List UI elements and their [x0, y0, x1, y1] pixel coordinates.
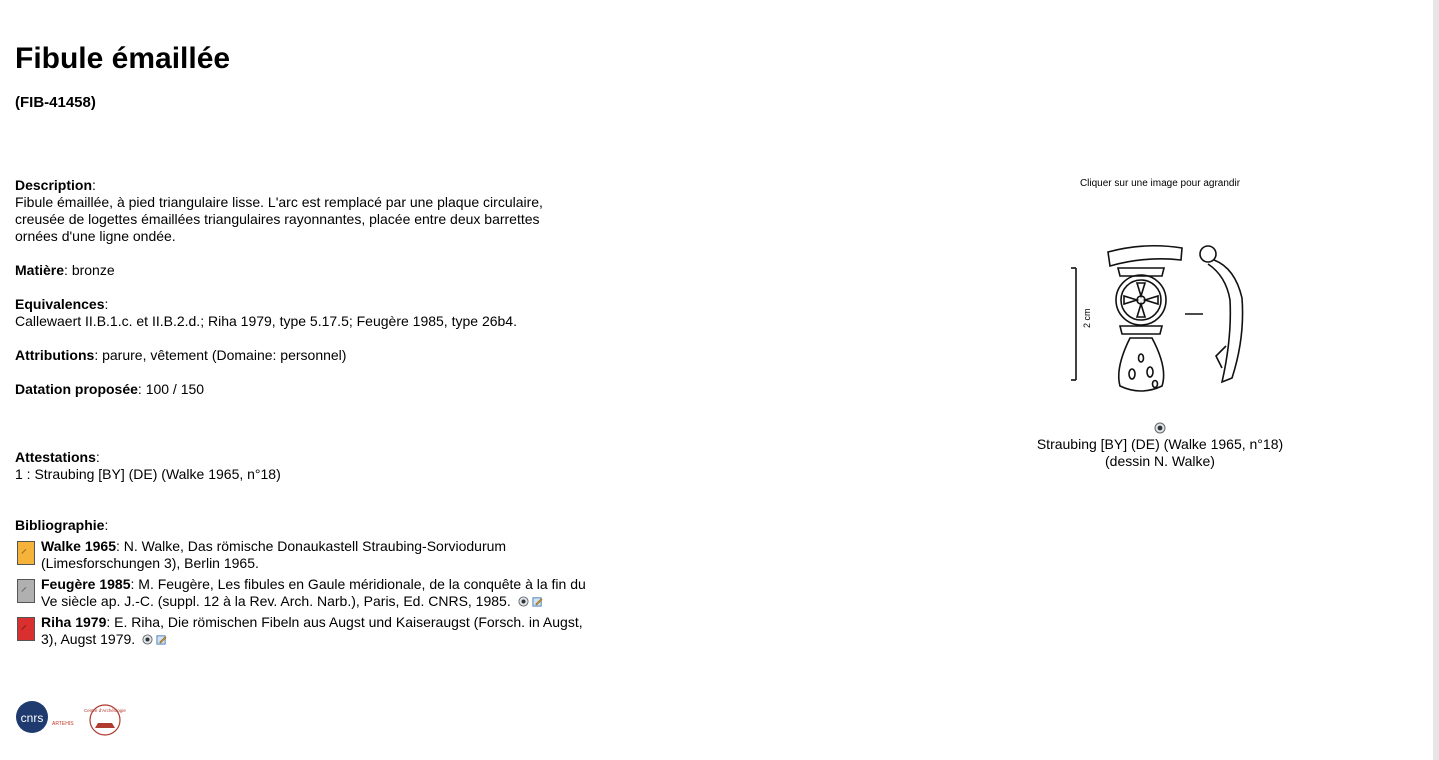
attributions-label: Attributions	[15, 347, 95, 363]
attributions-text: parure, vêtement (Domaine: personnel)	[102, 347, 347, 363]
scrollbar[interactable]	[1433, 0, 1439, 760]
object-code: (FIB-41458)	[15, 94, 96, 111]
figure-caption	[1010, 436, 1310, 470]
zoom-icon[interactable]	[1154, 422, 1166, 434]
attestations-text[interactable]: 1 : Straubing [BY] (DE) (Walke 1965, n°18)	[15, 466, 281, 482]
cnrs-logo[interactable]	[16, 701, 48, 733]
bib-entry: Walke 1965: N. Walke, Das römische Donaukastell Straubing-Sorviodurum (Limesforschungen 3), Berlin 1965.	[15, 538, 595, 572]
centre-logo-text: Centre d'Archéologie	[84, 708, 126, 713]
edit-icon[interactable]	[156, 634, 167, 645]
description-text: Fibule émaillée, à pied triangulaire lisse. L'arc est remplacé par une plaque circulaire, creusée de logettes émaillées triangulaires rayonnantes, placée entre deux barrettes ornées d'une ligne ondée.	[15, 194, 543, 244]
datation-text: 100 / 150	[145, 381, 205, 397]
centre-archeologie-logo[interactable]	[84, 705, 126, 735]
partner-logos	[15, 698, 130, 738]
bib-text: M. Feugère, Les fibules en Gaule méridionale, de la conquête à la fin du Ve siècle ap. J.-C. (suppl. 12 à la Rev. Arch. Narb.), Paris, Ed. CNRS, 1985.	[41, 576, 586, 609]
artehis-logo-text: ARTEHIS	[52, 721, 74, 727]
matiere-section: Matière: bronze	[15, 262, 115, 278]
scale-label: 2 cm	[1082, 308, 1092, 328]
book-cover-icon[interactable]	[17, 541, 35, 565]
bibliography-section: Bibliographie: Walke 1965: N. Walke, Das römische Donaukastell Straubing-Sorviodurum (Limesforschungen 3), Berlin 1965. Feugère 1985: M. Feugère, Les fibules en Gaule méridionale, de la conquête à la fin du Ve siècle ap. J.-C. (suppl. 12 à la Rev. Arch. Narb.), Paris, Ed. CNRS, 1985. Riha 1979: E. Riha, Die römischen Fibeln aus Augst und Kaiseraugst (Forsch. in Augst, 3), Augst 1979.	[15, 517, 595, 648]
datation-label: Datation proposée	[15, 381, 138, 397]
attestations-label: Attestations	[15, 449, 96, 465]
equivalences-text: Callewaert II.B.1.c. et II.B.2.d.; Riha 1979, type 5.17.5; Feugère 1985, type 26b4.	[15, 313, 517, 329]
bib-key[interactable]: Walke 1965	[41, 538, 116, 554]
edit-icon[interactable]	[532, 596, 543, 607]
bib-text: E. Riha, Die römischen Fibeln aus Augst und Kaiseraugst (Forsch. in Augst, 3), Augst 1979.	[41, 614, 583, 647]
description-label: Description	[15, 177, 93, 193]
datation-section: Datation proposée: 100 / 150	[15, 381, 205, 397]
equivalences-section: Equivalences: Callewaert II.B.1.c. et II.B.2.d.; Riha 1979, type 5.17.5; Feugère 1985, type 26b4.	[15, 296, 517, 329]
artehis-logo[interactable]	[52, 721, 74, 727]
bib-text: N. Walke, Das römische Donaukastell Straubing-Sorviodurum (Limesforschungen 3), Berlin 1965.	[41, 538, 507, 571]
view-icon[interactable]	[142, 634, 153, 645]
enlarge-hint: Cliquer sur une image pour agrandir	[1079, 178, 1241, 189]
description-section: Description: Fibule émaillée, à pied triangulaire lisse. L'arc est remplacé par une plaque circulaire, creusée de logettes émaillées triangulaires rayonnantes, placée entre deux barrettes ornées d'une ligne ondée.	[15, 177, 543, 244]
page-title: Fibule émaillée	[15, 42, 231, 75]
bib-entry: Feugère 1985: M. Feugère, Les fibules en Gaule méridionale, de la conquête à la fin du Ve siècle ap. J.-C. (suppl. 12 à la Rev. Arch. Narb.), Paris, Ed. CNRS, 1985.	[15, 576, 595, 610]
matiere-label: Matière	[15, 262, 65, 278]
attributions-section: Attributions: parure, vêtement (Domaine: personnel)	[15, 347, 347, 363]
attestations-section: Attestations: 1 : Straubing [BY] (DE) (Walke 1965, n°18)	[15, 449, 281, 482]
cnrs-logo-text: cnrs	[20, 711, 44, 725]
bib-key[interactable]: Riha 1979	[41, 614, 107, 630]
bib-entry: Riha 1979: E. Riha, Die römischen Fibeln aus Augst und Kaiseraugst (Forsch. in Augst, 3), Augst 1979.	[15, 614, 595, 648]
fibula-drawing[interactable]	[1060, 238, 1260, 398]
caption-line-2: (dessin N. Walke)	[1105, 453, 1215, 469]
bibliography-label: Bibliographie	[15, 517, 105, 533]
bib-key[interactable]: Feugère 1985	[41, 576, 131, 592]
book-cover-icon[interactable]	[17, 579, 35, 603]
view-icon[interactable]	[518, 596, 529, 607]
caption-line-1: Straubing [BY] (DE) (Walke 1965, n°18)	[1036, 436, 1284, 452]
matiere-text: bronze	[71, 262, 115, 278]
equivalences-label: Equivalences	[15, 296, 105, 312]
book-cover-icon[interactable]	[17, 617, 35, 641]
